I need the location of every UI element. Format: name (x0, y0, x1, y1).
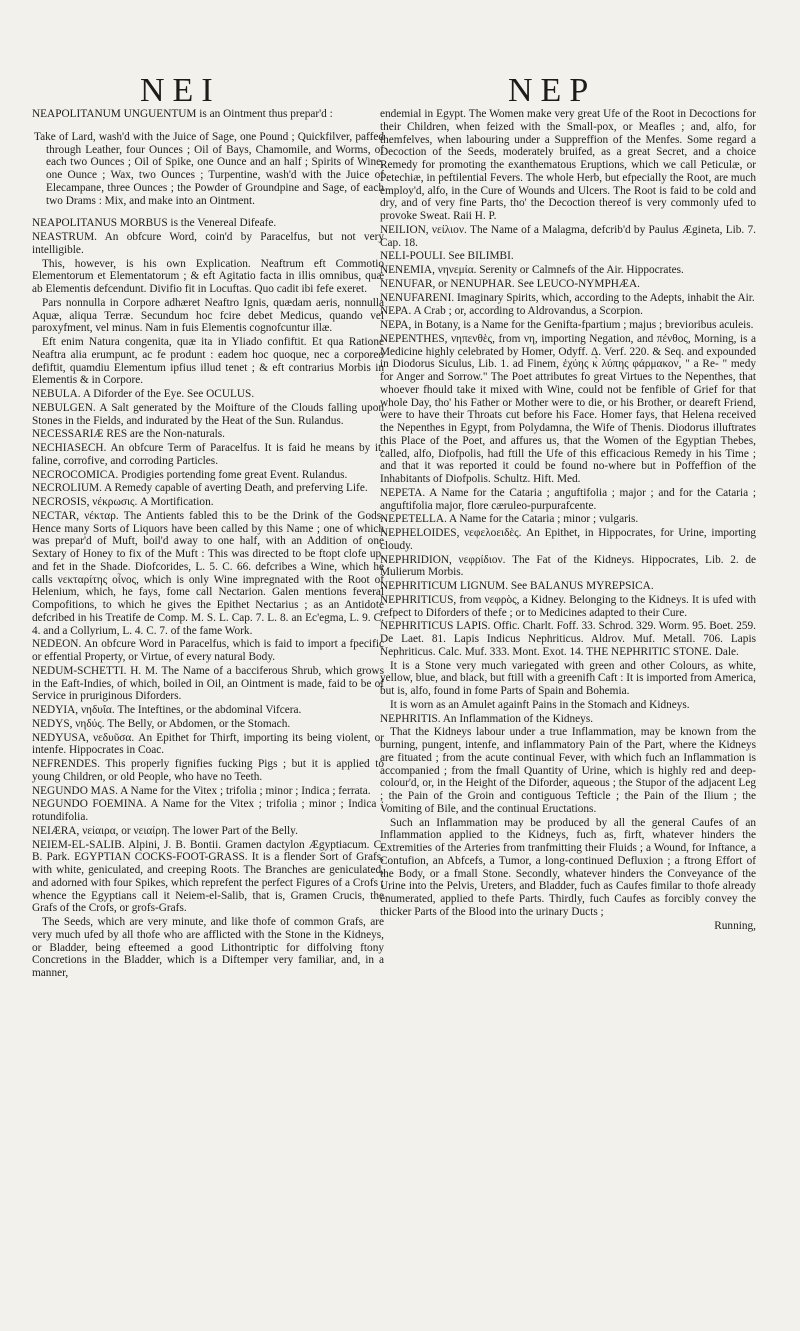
entry-paragraph: NEPETELLA. A Name for the Cataria ; minor ; vulgaris. (380, 513, 639, 526)
entry-paragraph: NEPHRITICUM LIGNUM. See BALANUS MYREPSICA. (380, 580, 654, 592)
entry-paragraph: NEBULGEN. A Salt generated by the Moifture of the Clouds falling upon Stones in the Fields, and indurated by the Heat of the Sun. Rulandus. (32, 401, 384, 427)
entry-paragraph: NEPHRIDION, νεφρίδιον. The Fat of the Kidneys. Hippocrates, Lib. 2. de Mulierum Morbis. (380, 553, 756, 579)
entry-paragraph: NEPHRITICUS LAPIS. Offic. Charlt. Foff. 33. Schrod. 329. Worm. 95. Boet. 259. De Laet. 81. Lapis Indicus Nephriticus. Aldrov. Muf. Metall. 706. Lapis Nephriticus. Calc. Muf. 333. Mont. Exot. 14. THE NEPHRITIC STONE. Dale. (380, 620, 756, 658)
right-column (380, 108, 756, 1318)
entry-paragraph: NEPHRITIS. An Inflammation of the Kidneys. (380, 712, 594, 725)
entry-paragraph: It is a Stone very much variegated with green and other Colours, as white, yellow, blue, and black, but ftill with a greenifh Caft : It is imported from America, but is, alfo, found in fome Parts of Spain and Bohemia. (380, 659, 756, 697)
entry-paragraph: NEIÆRA, νείαιρα, or νειαίρη. The lower Part of the Belly. (32, 824, 298, 837)
entry-paragraph: NEPETA. A Name for the Cataria ; anguftifolia ; major ; and for the Cataria ; anguftifolia major, flore cæruleo-purpurafcente. (380, 486, 756, 512)
entry-paragraph: NEDYIA, νηδυΐα. The Inteftines, or the abdominal Vifcera. (32, 704, 302, 716)
entry-paragraph: NECESSARIÆ RES are the Non-naturals. (32, 428, 225, 441)
entry-paragraph: NEASTRUM. An obfcure Word, coin'd by Paracelfus, but not very intelligible. (32, 231, 384, 256)
entry-paragraph: NECROCOMICA. Prodigies portending fome great Event. Rulandus. (32, 468, 348, 481)
entry-paragraph: NEAPOLITANUS MORBUS is the Venereal Difeafe. (32, 217, 277, 230)
entry-paragraph: endemial in Egypt. The Women make very great Ufe of the Root in Decoctions for their Children, when feized with the Small-pox, or Meafles ; and, alfo, for themfelves, when labouring under a Suppreffion of the Menfes. Some regard a Decoction of the Seeds, moderately bruifed, as a great Secret, and a choice Remedy for promoting the exanthematous Eruptions, which we call Peticulæ, or Petechiæ, in peftilential Fevers. The whole Herb, but efpecially the Root, are much employ'd, alfo, in the Cure of Wounds and Ulcers. The Root is faid to be cold and dry, and of very fine Parts, tho' the Decoction thereof is very commonly ufed to provoke Sweat. Raii H. P. (380, 108, 756, 222)
catchword: Running, (714, 919, 756, 932)
entry-paragraph: NEIEM-EL-SALIB. Alpini, J. B. Bontii. Gramen dactylon Ægyptiacum. C. B. Park. EGYPTIAN COCKS-FOOT-GRASS. It is a flender Sort of Grafs, with white, geniculated, and creeping Roots. The Branches are geniculated, and adorned with four Spikes, which reprefent the perfect Figures of a Crofs ; whence the Egyptians call it Neiem-el-Salib, that is, Gramen Crucis, the Grafs of the Crofs, or grofs-Grafs. (32, 838, 384, 915)
entry-paragraph: It is worn as an Amulet againft Pains in the Stomach and Kidneys. (390, 698, 690, 711)
entry-paragraph: NENUFARENI. Imaginary Spirits, which, according to the Adepts, inhabit the Air. (380, 291, 755, 304)
recipe-block: Take of Lard, wash'd with the Juice of Sage, one Pound ; Quickfilver, paffed through Leather, four Ounces ; Oil of Bays, Chamomile, and Worms, of each two Ounces ; Oil of Spike, one Ounce and an half ; Spirits of Wine, one Ounce ; Wax, two Ounces ; Turpentine, wash'd with the Juice of Elecampane, three Ounces ; the Powder of Groundpine and Sage, of each two Drams : Mix, and make into an Ointment. (34, 130, 384, 207)
entry-paragraph: The Seeds, which are very minute, and like thofe of common Grafs, are very much ufed by all thofe who are afflicted with the Stone in the Kidneys, or Bladder, being efteemed a good Lithontriptic for diffolving ftony Concretions in the Bladder, which is a Diftemper very familiar, and, in a manner, (32, 916, 384, 979)
entry-paragraph: Such an Inflammation may be produced by all the general Caufes of an Inflammation applied to the Kidneys, fuch as, firft, whatever hinders the Extremities of the Arteries from tranfmitting their Fluids ; a Wound, for Inftance, a Contufion, an Abfcefs, a Tumor, a long-continued Defluxion ; a ftrong Effort of the Body, or a fmall Stone. Secondly, whatever hinders the Conveyance of the Urine into the Pelvis, Ureters, and Bladder, fuch as Caufes fimilar to thofe already enumerated, applied to thefe Parts. Thirdly, fuch Caufes as forcibly convey the thicker Parts of the Blood into the urinary Ducts ; (380, 816, 756, 918)
entry-paragraph: NELI-POULI. See BILIMBI. (380, 250, 514, 263)
entry-paragraph: NEGUNDO FOEMINA. A Name for the Vitex ; trifolia ; minor ; Indica ; rotundifolia. (32, 798, 384, 823)
entry-paragraph: Eft enim Natura congenita, quæ ita in Yliado confiftit. Et qua Ratione Neaftra alia erumpunt, ac fe produnt : eadem hoc quoque, nec a corporeo defiftit, quamdiu Elementum ipfius illud tenet ; & eft contrarius Morbis in Elementis & in Corpore. (32, 336, 384, 387)
entry-paragraph: That the Kidneys labour under a true Inflammation, may be known from the burning, pungent, intenfe, and inflammatory Pain of the Part, where the Kidneys are fituated ; from the acute continual Fever, with which fuch an Inflammation is accompanied ; from the fmall Quantity of Urine, which is highly red and deep-colour'd, or, in the Height of the Diforder, aqueous ; the Stupor of the adjacent Leg ; the Pain of the Groin and contiguous Tefticle ; the Pain of the Ilium ; the Vomiting of Bile, and the continual Eructations. (380, 726, 756, 815)
running-head-left: NEI (140, 72, 221, 109)
running-head-right: NEP (508, 72, 597, 109)
entry-paragraph: NECROSIS, νέκρωσις. A Mortification. (32, 496, 214, 508)
left-column (32, 108, 384, 1318)
entry-paragraph: NEDUM-SCHETTI. H. M. The Name of a bacciferous Shrub, which grows in the Eaft-Indies, of which, boiled in Oil, an Ointment is made, faid to be of Service in pruriginous Diforders. (32, 664, 384, 703)
entry-paragraph: This, however, is his own Explication. Neaftrum eft Commotio Elementorum et Elementatorum ; & eft Agitatio facta in illis omnibus, quæ ab Elementis defcendunt. Divifio fit in Locuftas. Quo cadit ibi fefe exeret. (32, 257, 384, 295)
entry-paragraph: NECHIASECH. An obfcure Term of Paracelfus. It is faid he means by it, faline, corrofive, and corroding Particles. (32, 442, 384, 467)
entry-paragraph: NEDYS, νηδύς. The Belly, or Abdomen, or the Stomach. (32, 717, 291, 730)
entry-paragraph: NEDYUSA, νεδυῦσα. An Epithet for Thirft, importing its being violent, or intenfe. Hippocrates in Coac. (32, 731, 384, 757)
entry-paragraph: NEAPOLITANUM UNGUENTUM is an Ointment thus prepar'd : (32, 108, 333, 120)
entry-paragraph: NEFRENDES. This properly fignifies fucking Pigs ; but it is applied to young Children, or old People, who have no Teeth. (32, 758, 384, 783)
entry-paragraph: NECROLIUM. A Remedy capable of averting Death, and preferving Life. (32, 482, 368, 495)
entry-paragraph: NEPA. A Crab ; or, according to Aldrovandus, a Scorpion. (380, 305, 644, 318)
entry-paragraph: NEPENTHES, νηπενθὲς, from νη, importing Negation, and πένθος, Morning, is a Medicine highly celebrated by Homer, Odyff. Δ. Verf. 220. & Seq. and expounded in Diodorus Siculus, Lib. 1. ad Finem, ἐχύης κ̀ λύπης φάρμακον, " a Re- " medy for Anger and Sorrow." The Poet attributes fo great Virtues to the Nepenthes, that whoever fhould take it mixed with Wine, could not be fenfible of Grief for that whole Day, tho' his Father or Mother were to die, or his Brother, or deareft Friend, were to have their Throats cut before his Face. Homer fays, that Helena received the Nepenthes in Egypt, from Polydamna, the Wife of Thenis. Diodorus illuftrates this Place of the Poet, and affures us, that the Women of the Egyptian Thebes, called, alfo, Diofpolis, had ftill the Ufe of this efficacious Remedy in his Time ; and that it was reported it could be found no-where but in Poffeffion of the Inhabitants of Diofpolis. Schultz. Hift. Med. (380, 332, 756, 485)
entry-paragraph: NEBULA. A Diforder of the Eye. See OCULUS. (32, 388, 255, 400)
entry-paragraph: NEPA, in Botany, is a Name for the Genifta-fpartium ; majus ; brevioribus aculeis. (380, 319, 754, 331)
entry-paragraph: NEPHELOIDES, νεφελοειδὲς. An Epithet, in Hippocrates, for Urine, importing cloudy. (380, 527, 756, 552)
entry-paragraph: Pars nonnulla in Corpore adhæret Neaftro Ignis, quædam aeris, nonnulla Aquæ, aliqua Terræ. Secundum hoc fcire debet Medicus, quando vel paroxyfment, vel minus. Nam in fuis Elementis cognofcuntur illæ. (32, 296, 384, 335)
entry-paragraph: NEILION, νείλιον. The Name of a Malagma, defcrib'd by Paulus Ægineta, Lib. 7. Cap. 18. (380, 223, 756, 249)
entry-paragraph: NENUFAR, or NENUPHAR. See LEUCO-NYMPHÆA. (380, 277, 640, 290)
entry-paragraph: NENEMIA, νηνεμία. Serenity or Calmnefs of the Air. Hippocrates. (380, 264, 684, 276)
entry-paragraph: NEDEON. An obfcure Word in Paracelfus, which is faid to import a fpecific or effential Property, or Virtue, of every natural Body. (32, 638, 384, 663)
entry-paragraph: NEPHRITICUS, from νεφρὸς, a Kidney. Belonging to the Kidneys. It is ufed with refpect to Diforders of thefe ; or to Medicines adapted to their Cure. (380, 593, 756, 619)
entry-paragraph: NECTAR, νέκταρ. The Antients fabled this to be the Drink of the Gods. Hence many Sorts of Liquors have been called by this Name ; one of which was prepar'd of Muft, boil'd away to one half, with an Addition of one Sextary of Honey to fix of the Muft : This was directed to be ftopt clofe up, and fet in the Shade. Diofcorides, L. 5. C. 66. defcribes a Wine, which he calls νεκταρίτης οἶνος, which is only Wine impregnated with the Root of Helenium, which, he fays, fome call Nectarion. Galen mentions feveral Compofitions, to which he gives the Epithet Nectarius ; as an Antidote defcribed in his Treatife de Comp. M. S. L. Cap. 7. L. 8. an Ec'egma, L. 9. C. 4. and a Collyrium, L. 4. C. 7. of the fame Work. (32, 509, 384, 637)
entry-paragraph: NEGUNDO MAS. A Name for the Vitex ; trifolia ; minor ; Indica ; ferrata. (32, 784, 371, 797)
